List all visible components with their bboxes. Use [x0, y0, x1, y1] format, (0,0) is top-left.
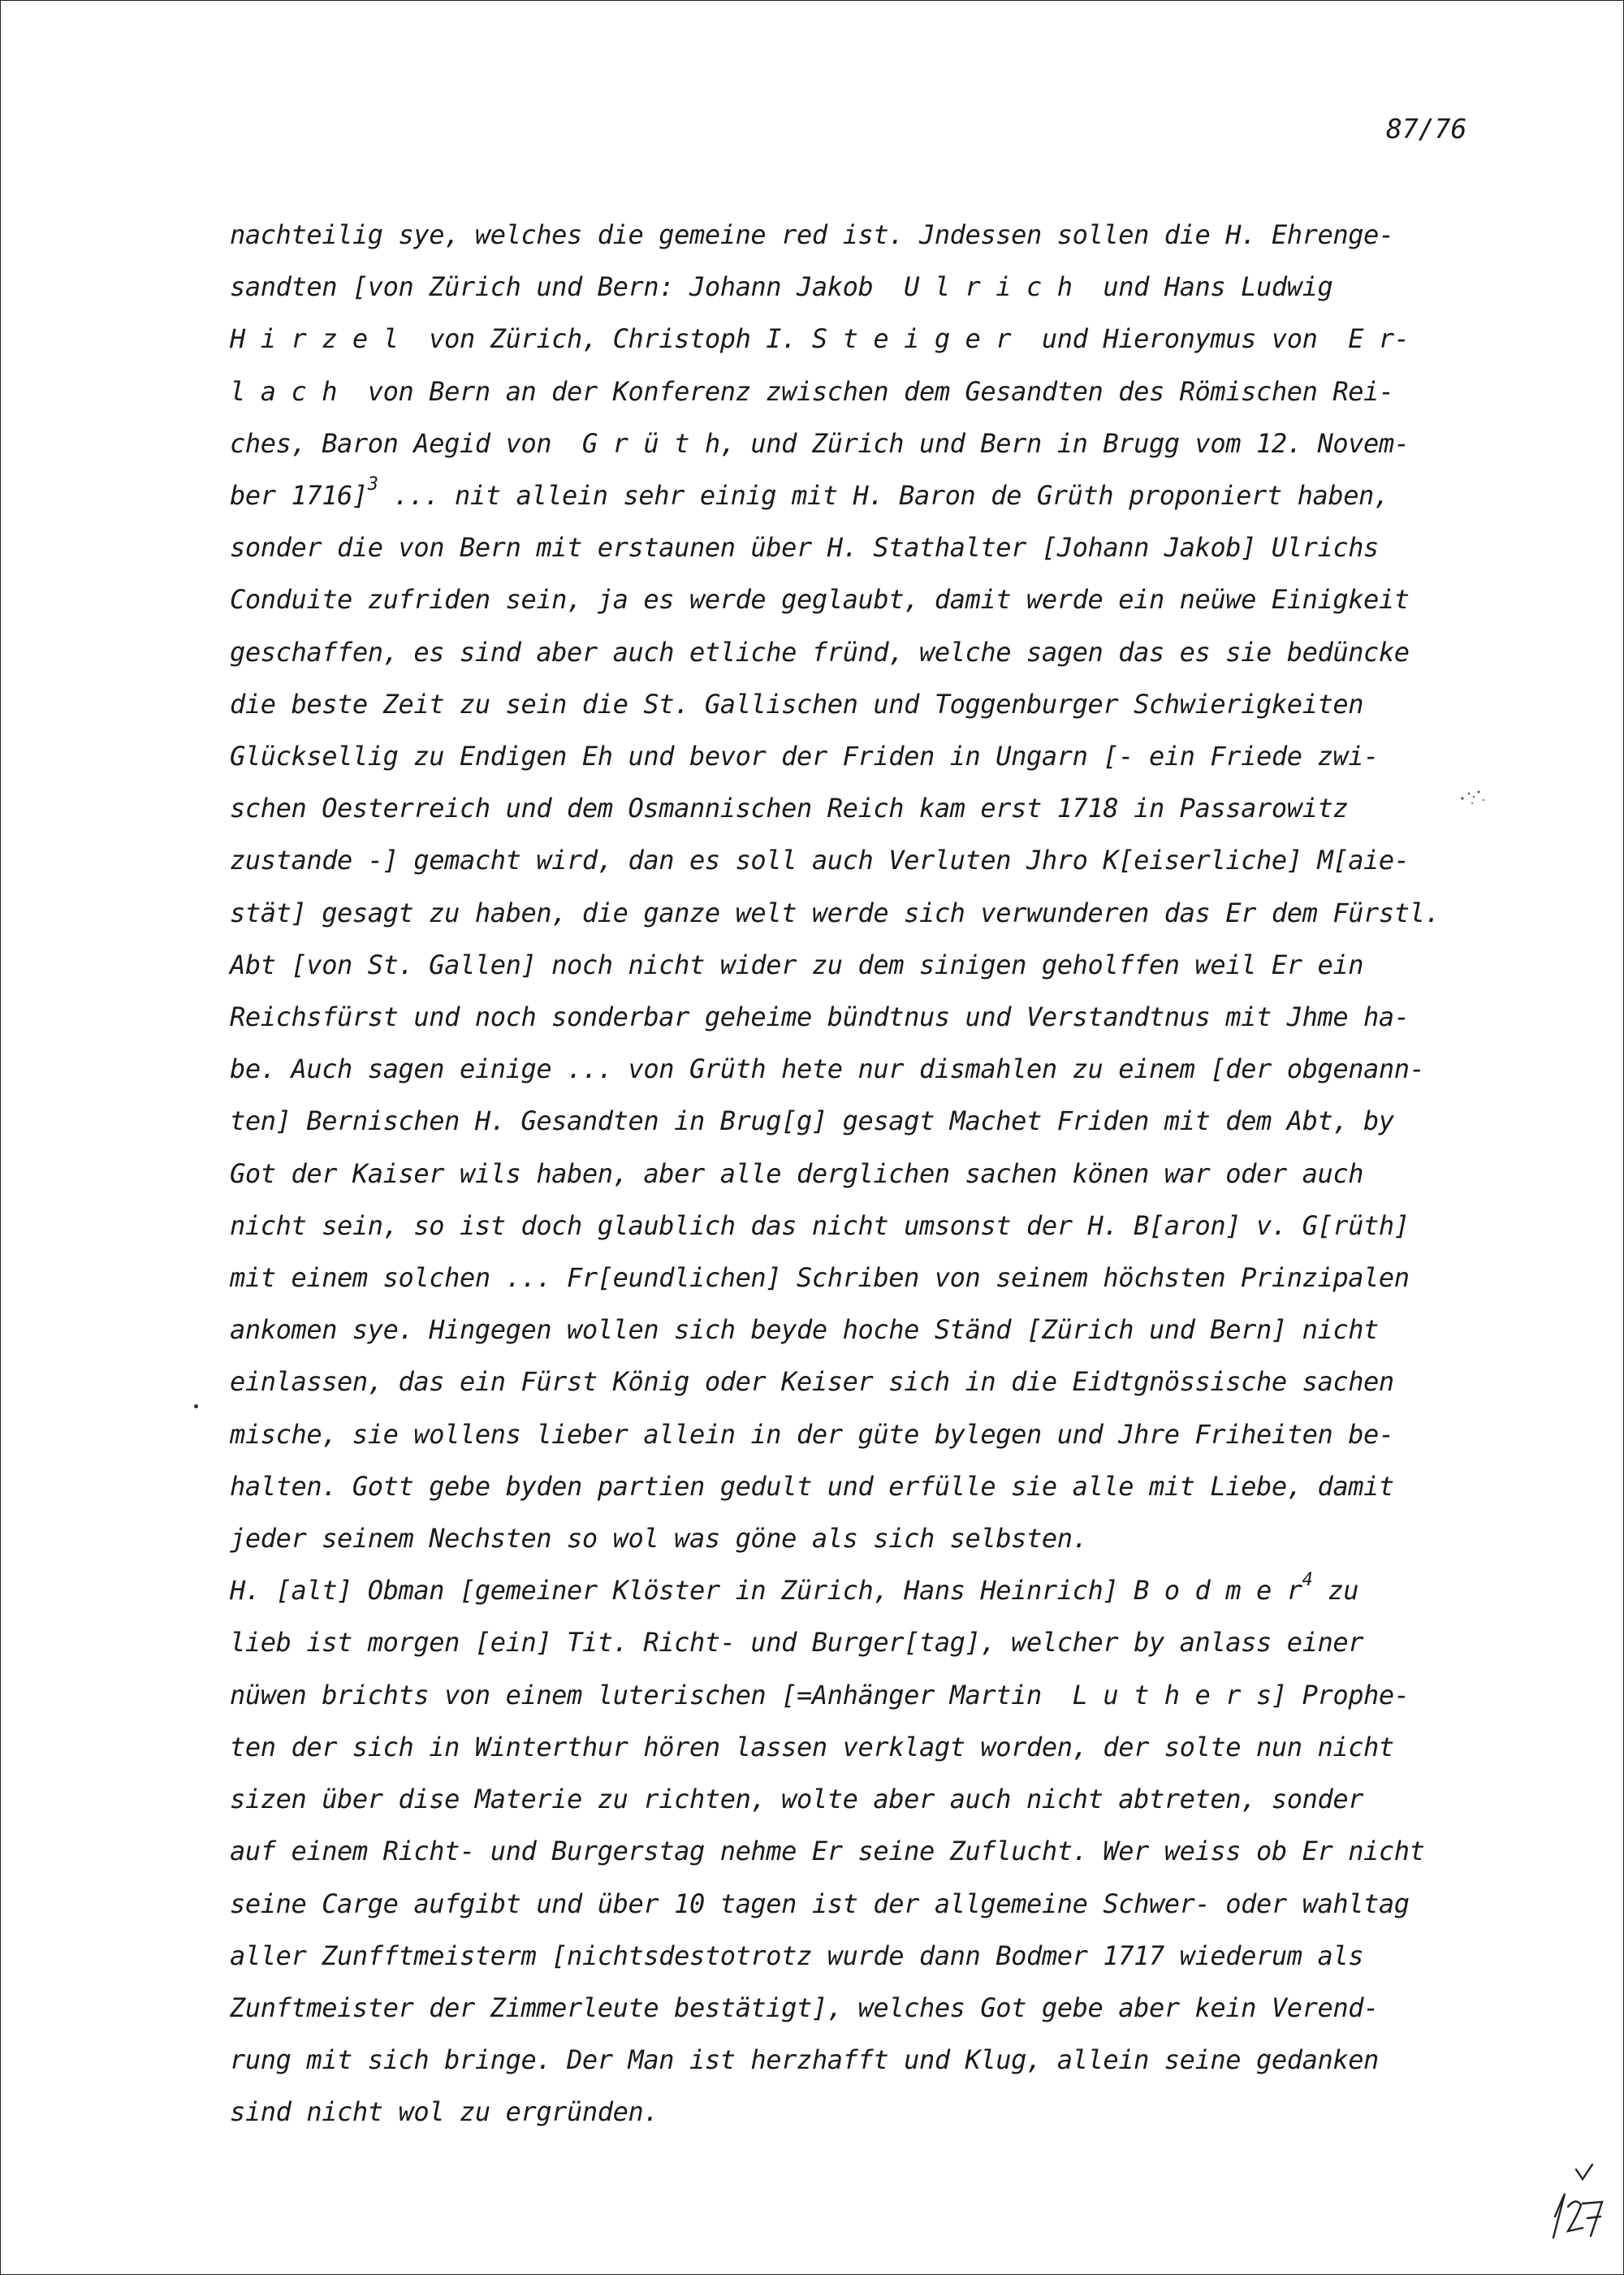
margin-dot: [194, 1404, 198, 1408]
handwritten-folio-mark: [1544, 2161, 1605, 2243]
text-line: jeder seinem Nechsten so wol was göne als sich selbsten.: [230, 1523, 1088, 1555]
text-line: lieb ist morgen [ein] Tit. Richt- und Burger[tag], welcher by anlass einer: [230, 1627, 1364, 1659]
text-line: seine Carge aufgibt und über 10 tagen ist der allgemeine Schwer- oder wahltag: [230, 1888, 1410, 1919]
text-line: Conduite zufriden sein, ja es werde geglaubt, damit werde ein neüwe Einigkeit: [230, 584, 1410, 616]
text-line: nüwen brichts von einem luterischen [=Anhänger Martin L u t h e r s] Prophe-: [230, 1679, 1410, 1711]
text-line: sandten [von Zürich und Bern: Johann Jakob U l r i c h und Hans Ludwig: [230, 271, 1333, 303]
text-line: Got der Kaiser wils haben, aber alle derglichen sachen könen war oder auch: [230, 1157, 1364, 1189]
text-line-segment: ... nit allein sehr einig mit H. Baron de Grüth proponiert haben,: [378, 480, 1389, 512]
text-line: mische, sie wollens lieber allein in der güte bylegen und Jhre Friheiten be-: [230, 1418, 1394, 1450]
text-line-segment: zu: [1312, 1575, 1359, 1607]
text-line: die beste Zeit zu sein die St. Gallischen und Toggenburger Schwierigkeiten: [230, 688, 1364, 720]
text-line: nicht sein, so ist doch glaublich das nicht umsonst der H. B[aron] v. G[rüth]: [230, 1209, 1410, 1241]
text-line: auf einem Richt- und Burgerstag nehme Er seine Zuflucht. Wer weiss ob Er nicht: [230, 1836, 1425, 1867]
scan-speck-mark: [1456, 787, 1488, 808]
text-line: ches, Baron Aegid von G r ü t h, und Zürich und Bern in Brugg vom 12. Novem-: [230, 427, 1410, 459]
text-line: l a c h von Bern an der Konferenz zwischen dem Gesandten des Römischen Rei-: [230, 375, 1394, 407]
text-line: rung mit sich bringe. Der Man ist herzhafft und Klug, allein seine gedanken: [230, 2044, 1379, 2076]
text-line: geschaffen, es sind aber auch etliche fründ, welche sagen das es sie bedüncke: [230, 636, 1410, 668]
text-line: sonder die von Bern mit erstaunen über H. Stathalter [Johann Jakob] Ulrichs: [230, 532, 1379, 564]
page-number: 87/76: [1386, 113, 1467, 145]
text-line: halten. Gott gebe byden partien gedult und erfülle sie alle mit Liebe, damit: [230, 1470, 1394, 1502]
text-line-segment: ber 1716]: [230, 480, 368, 512]
body-text: [230, 209, 1529, 2139]
text-line: sind nicht wol zu ergründen.: [230, 2096, 659, 2128]
text-line: schen Oesterreich und dem Osmannischen Reich kam erst 1718 in Passarowitz: [230, 793, 1349, 824]
text-line: Abt [von St. Gallen] noch nicht wider zu dem sinigen geholffen weil Er ein: [230, 949, 1364, 980]
text-line: H i r z e l von Zürich, Christoph I. S t e i g e r und Hieronymus von E r-: [230, 323, 1410, 355]
text-line-segment: H. [alt] Obman [gemeiner Klöster in Zürich, Hans Heinrich] B o d m e r: [230, 1575, 1302, 1607]
text-line: Reichsfürst und noch sonderbar geheime bündtnus und Verstandtnus mit Jhme ha-: [230, 1001, 1410, 1033]
text-line: zustande -] gemacht wird, dan es soll auch Verluten Jhro K[eiserliche] M[aie-: [230, 845, 1410, 876]
text-line: be. Auch sagen einige ... von Grüth hete nur dismahlen zu einem [der obgenann-: [230, 1053, 1425, 1085]
text-line: ten] Bernischen H. Gesandten in Brug[g] gesagt Machet Friden mit dem Abt, by: [230, 1105, 1394, 1137]
footnote-marker: 4: [1302, 1569, 1313, 1590]
footnote-marker: 3: [367, 474, 378, 495]
text-line: [230, 469, 1529, 521]
text-line: nachteilig sye, welches die gemeine red ist. Jndessen sollen die H. Ehrenge-: [230, 219, 1394, 250]
text-line: Glücksellig zu Endigen Eh und bevor der Friden in Ungarn [- ein Friede zwi-: [230, 741, 1379, 772]
text-line: ten der sich in Winterthur hören lassen verklagt worden, der solte nun nicht: [230, 1731, 1394, 1762]
text-line: sizen über dise Materie zu richten, wolte aber auch nicht abtreten, sonder: [230, 1784, 1364, 1815]
text-line: mit einem solchen ... Fr[eundlichen] Schriben von seinem höchsten Prinzipalen: [230, 1262, 1410, 1294]
text-line: ankomen sye. Hingegen wollen sich beyde hoche Ständ [Zürich und Bern] nicht: [230, 1314, 1379, 1346]
text-line: stät] gesagt zu haben, die ganze welt werde sich verwunderen das Er dem Fürstl.: [230, 897, 1440, 928]
text-line: [230, 1564, 1529, 1616]
text-line: einlassen, das ein Fürst König oder Keiser sich in die Eidtgnössische sachen: [230, 1366, 1394, 1398]
text-line: Zunftmeister der Zimmerleute bestätigt], welches Got gebe aber kein Verend-: [230, 1992, 1379, 2023]
text-line: aller Zunfftmeisterm [nichtsdestotrotz wurde dann Bodmer 1717 wiederum als: [230, 1940, 1364, 1971]
